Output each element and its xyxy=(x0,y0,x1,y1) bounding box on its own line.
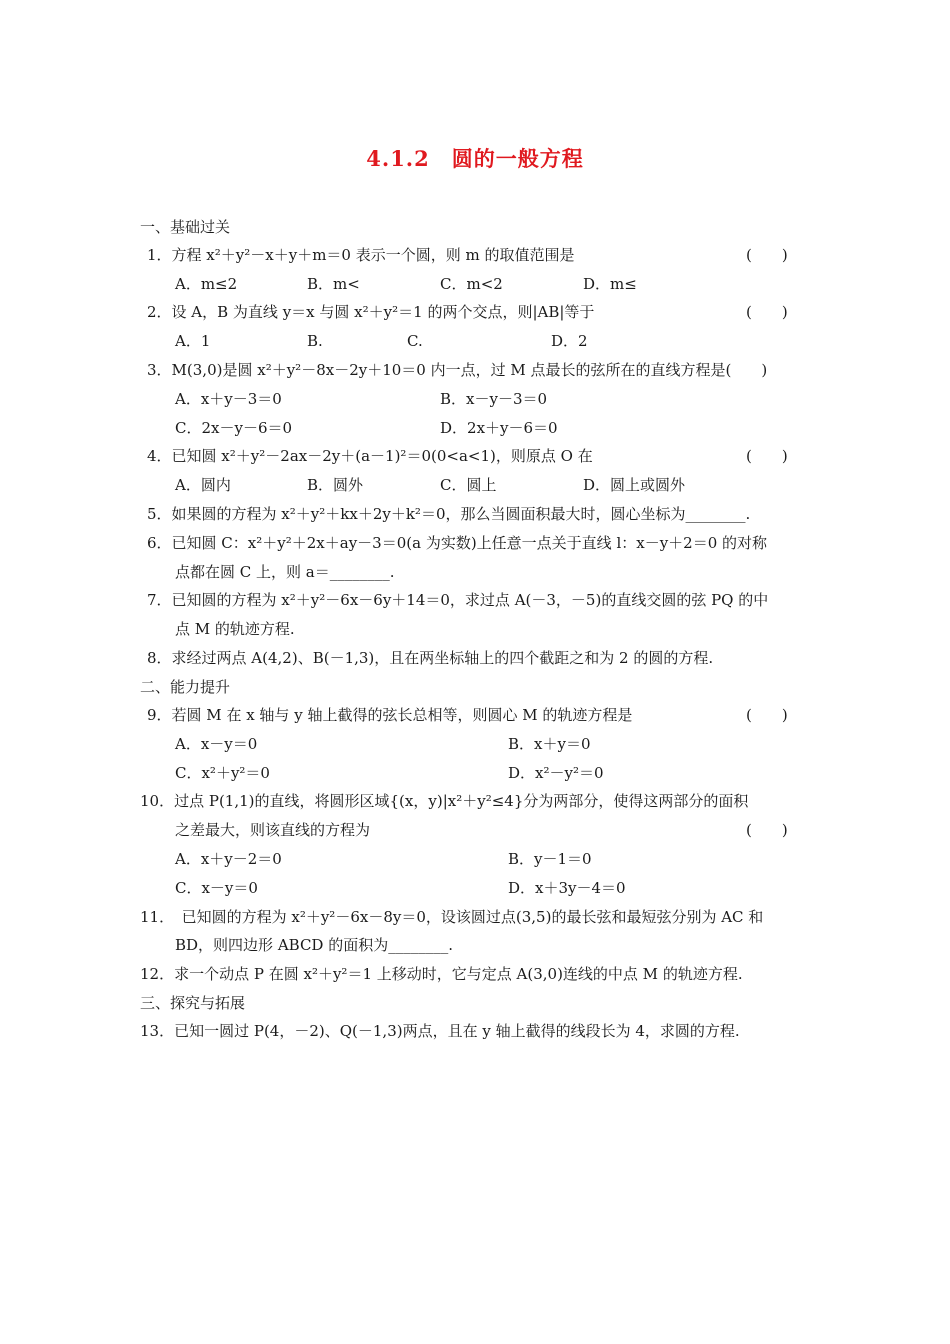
question-1: 1．方程 x²＋y²－x＋y＋m＝0 表示一个圆，则 m 的取值范围是 xyxy=(147,246,575,264)
question-10-line-2: 之差最大，则该直线的方程为 xyxy=(175,821,371,839)
question-6-line-2: 点都在圆 C 上，则 a＝________. xyxy=(175,563,395,581)
question-12: 12．求一个动点 P 在圆 x²＋y²＝1 上移动时，它与定点 A(3,0)连线的中点 M 的轨迹方程. xyxy=(140,965,743,983)
question-9: 9．若圆 M 在 x 轴与 y 轴上截得的弦长总相等，则圆心 M 的轨迹方程是 xyxy=(147,706,633,724)
option-b: B．圆外 xyxy=(307,476,364,494)
question-10-line-1: 10．过点 P(1,1)的直线，将圆形区域{(x，y)|x²＋y²≤4}分为两部分，使得这两部分的面积 xyxy=(140,792,749,810)
question-7-line-2: 点 M 的轨迹方程. xyxy=(175,620,295,638)
question-3: 3．M(3,0)是圆 x²＋y²－8x－2y＋10＝0 内一点，过 M 点最长的弦所在的直线方程是( ) xyxy=(147,361,768,379)
question-2: 2．设 A，B 为直线 y＝x 与圆 x²＋y²＝1 的两个交点，则|AB|等于 xyxy=(147,303,595,321)
option-d: D．2 xyxy=(551,332,588,350)
option-a: A．x＋y－2＝0 xyxy=(175,850,282,868)
question-11-line-1: 11． 已知圆的方程为 x²＋y²－6x－8y＝0，设该圆过点(3,5)的最长弦和最短弦分别为 AC 和 xyxy=(140,908,764,926)
page-title: 4.1.2 圆的一般方程 xyxy=(366,146,584,171)
question-11-line-2: BD，则四边形 ABCD 的面积为________. xyxy=(175,936,453,954)
section-heading-explore: 三、探究与拓展 xyxy=(140,994,246,1012)
answer-paren: ( ) xyxy=(746,821,788,839)
option-a: A．1 xyxy=(175,332,211,350)
question-7-line-1: 7．已知圆的方程为 x²＋y²－6x－6y＋14＝0，求过点 A(－3，－5)的直线交圆的弦 PQ 的中 xyxy=(147,591,769,609)
section-heading-basic: 一、基础过关 xyxy=(140,218,231,236)
answer-paren: ( ) xyxy=(746,706,788,724)
section-heading-advanced: 二、能力提升 xyxy=(140,678,231,696)
option-c: C．x－y＝0 xyxy=(175,879,258,897)
option-b: B．m< xyxy=(307,275,360,293)
option-b: B. xyxy=(307,332,323,350)
option-d: D．x＋3y－4＝0 xyxy=(508,879,626,897)
option-a: A．x＋y－3＝0 xyxy=(175,390,282,408)
option-c: C．圆上 xyxy=(440,476,497,494)
question-6-line-1: 6．已知圆 C：x²＋y²＋2x＋ay－3＝0(a 为实数)上任意一点关于直线 l：x－y＋2＝0 的对称 xyxy=(147,534,768,552)
question-13: 13．已知一圆过 P(4，－2)、Q(－1,3)两点，且在 y 轴上截得的线段长为 4，求圆的方程. xyxy=(140,1022,740,1040)
option-c: C．2x－y－6＝0 xyxy=(175,419,293,437)
question-8: 8．求经过两点 A(4,2)、B(－1,3)，且在两坐标轴上的四个截距之和为 2 的圆的方程. xyxy=(147,649,714,667)
answer-paren: ( ) xyxy=(746,246,788,264)
answer-paren: ( ) xyxy=(746,447,788,465)
option-b: B．y－1＝0 xyxy=(508,850,592,868)
option-d: D．x²－y²＝0 xyxy=(508,764,604,782)
option-a: A．m≤2 xyxy=(175,275,238,293)
option-d: D．圆上或圆外 xyxy=(583,476,686,494)
option-b: B．x＋y＝0 xyxy=(508,735,591,753)
option-c: C．x²＋y²＝0 xyxy=(175,764,270,782)
question-5: 5．如果圆的方程为 x²＋y²＋kx＋2y＋k²＝0，那么当圆面积最大时，圆心坐标为________. xyxy=(147,505,751,523)
option-b: B．x－y－3＝0 xyxy=(440,390,548,408)
option-a: A．圆内 xyxy=(175,476,231,494)
option-d: D．m≤ xyxy=(583,275,637,293)
answer-paren: ( ) xyxy=(746,303,788,321)
option-a: A．x－y＝0 xyxy=(175,735,258,753)
option-d: D．2x＋y－6＝0 xyxy=(440,419,558,437)
question-4: 4．已知圆 x²＋y²－2ax－2y＋(a－1)²＝0(0<a<1)，则原点 O 在 xyxy=(147,447,593,465)
option-c: C．m<2 xyxy=(440,275,503,293)
option-c: C. xyxy=(407,332,423,350)
